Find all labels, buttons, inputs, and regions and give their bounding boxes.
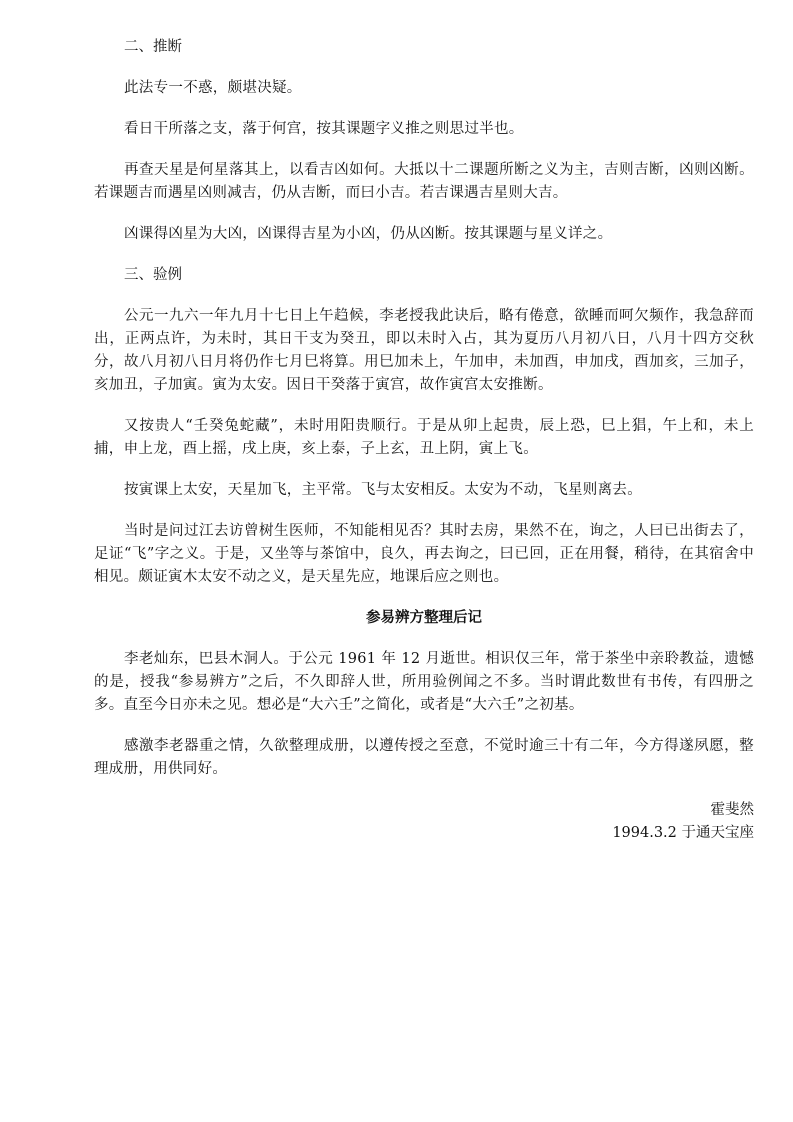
paragraph: 感激李老器重之情，久欲整理成册，以遵传授之至意，不觉时逾三十有二年，今方得遂夙愿，整理成册，用供同好。: [94, 738, 754, 777]
paragraph: 再查天星是何星落其上，以看吉凶如何。大抵以十二课题所断之义为主，吉则吉断，凶则凶断。若课题吉而遇星凶则减吉，仍从吉断，而曰小吉。若吉课遇吉星则大吉。: [94, 162, 754, 201]
afterword-title: 参易辨方整理后记: [366, 610, 482, 626]
paragraph: 凶课得凶星为大凶，凶课得吉星为小凶，仍从凶断。按其课题与星义详之。: [124, 226, 613, 242]
paragraph: 看日干所落之支，落于何宫，按其课题字义推之则思过半也。: [124, 121, 524, 137]
signature-date: 1994.3.2 于通天宝座: [612, 825, 754, 841]
section-heading-examples: 三、验例: [124, 267, 182, 283]
paragraph: 此法专一不惑，颇堪决疑。: [124, 80, 302, 96]
section-heading-inference: 二、推断: [124, 39, 182, 55]
paragraph: 又按贵人“壬癸兔蛇藏”，未时用阳贵顺行。于是从卯上起贵，辰上恐，巳上猖，午上和，未上捕，申上龙，酉上摇，戌上庚，亥上泰，子上玄，丑上阴，寅上飞。: [94, 418, 754, 457]
paragraph: 公元一九六一年九月十七日上午趋候，李老授我此诀后，略有倦意，欲睡而呵欠频作，我急辞而出，正两点许，为未时，其日干支为癸丑，即以未时入占，其为夏历八月初八日，八月十四方交秋分，故八月初八日月将仍作七月巳将算。用巳加未上，午加申，未加酉，申加戌，酉加亥，三加子，亥加丑，子加寅。寅为太安。因日干癸落于寅宫，故作寅宫太安推断。: [94, 308, 754, 393]
paragraph: 按寅课上太安，天星加飞，主平常。飞与太安相反。太安为不动，飞星则离去。: [124, 482, 642, 498]
paragraph: 当时是问过江去访曾树生医师，不知能相见否？其时去房，果然不在，询之，人曰已出街去了，足证“飞”字之义。于是，又坐等与茶馆中，良久，再去询之，曰已回，正在用餐，稍待，在其宿舍中相见。颇证寅木太安不动之义，是天星先应，地课后应之则也。: [94, 523, 754, 585]
paragraph: 李老灿东，巴县木洞人。于公元 1961 年 12 月逝世。相识仅三年，常于茶坐中亲聆教益，遗憾的是，授我“参易辨方”之后，不久即辞人世，所用验例闻之不多。当时谓此数世有书传，有四册之多。直至今日亦未之见。想必是“大六壬”之简化，或者是“大六壬”之初基。: [94, 651, 754, 713]
document-page: [94, 36, 754, 845]
signature-name: 霍斐然: [710, 802, 754, 818]
